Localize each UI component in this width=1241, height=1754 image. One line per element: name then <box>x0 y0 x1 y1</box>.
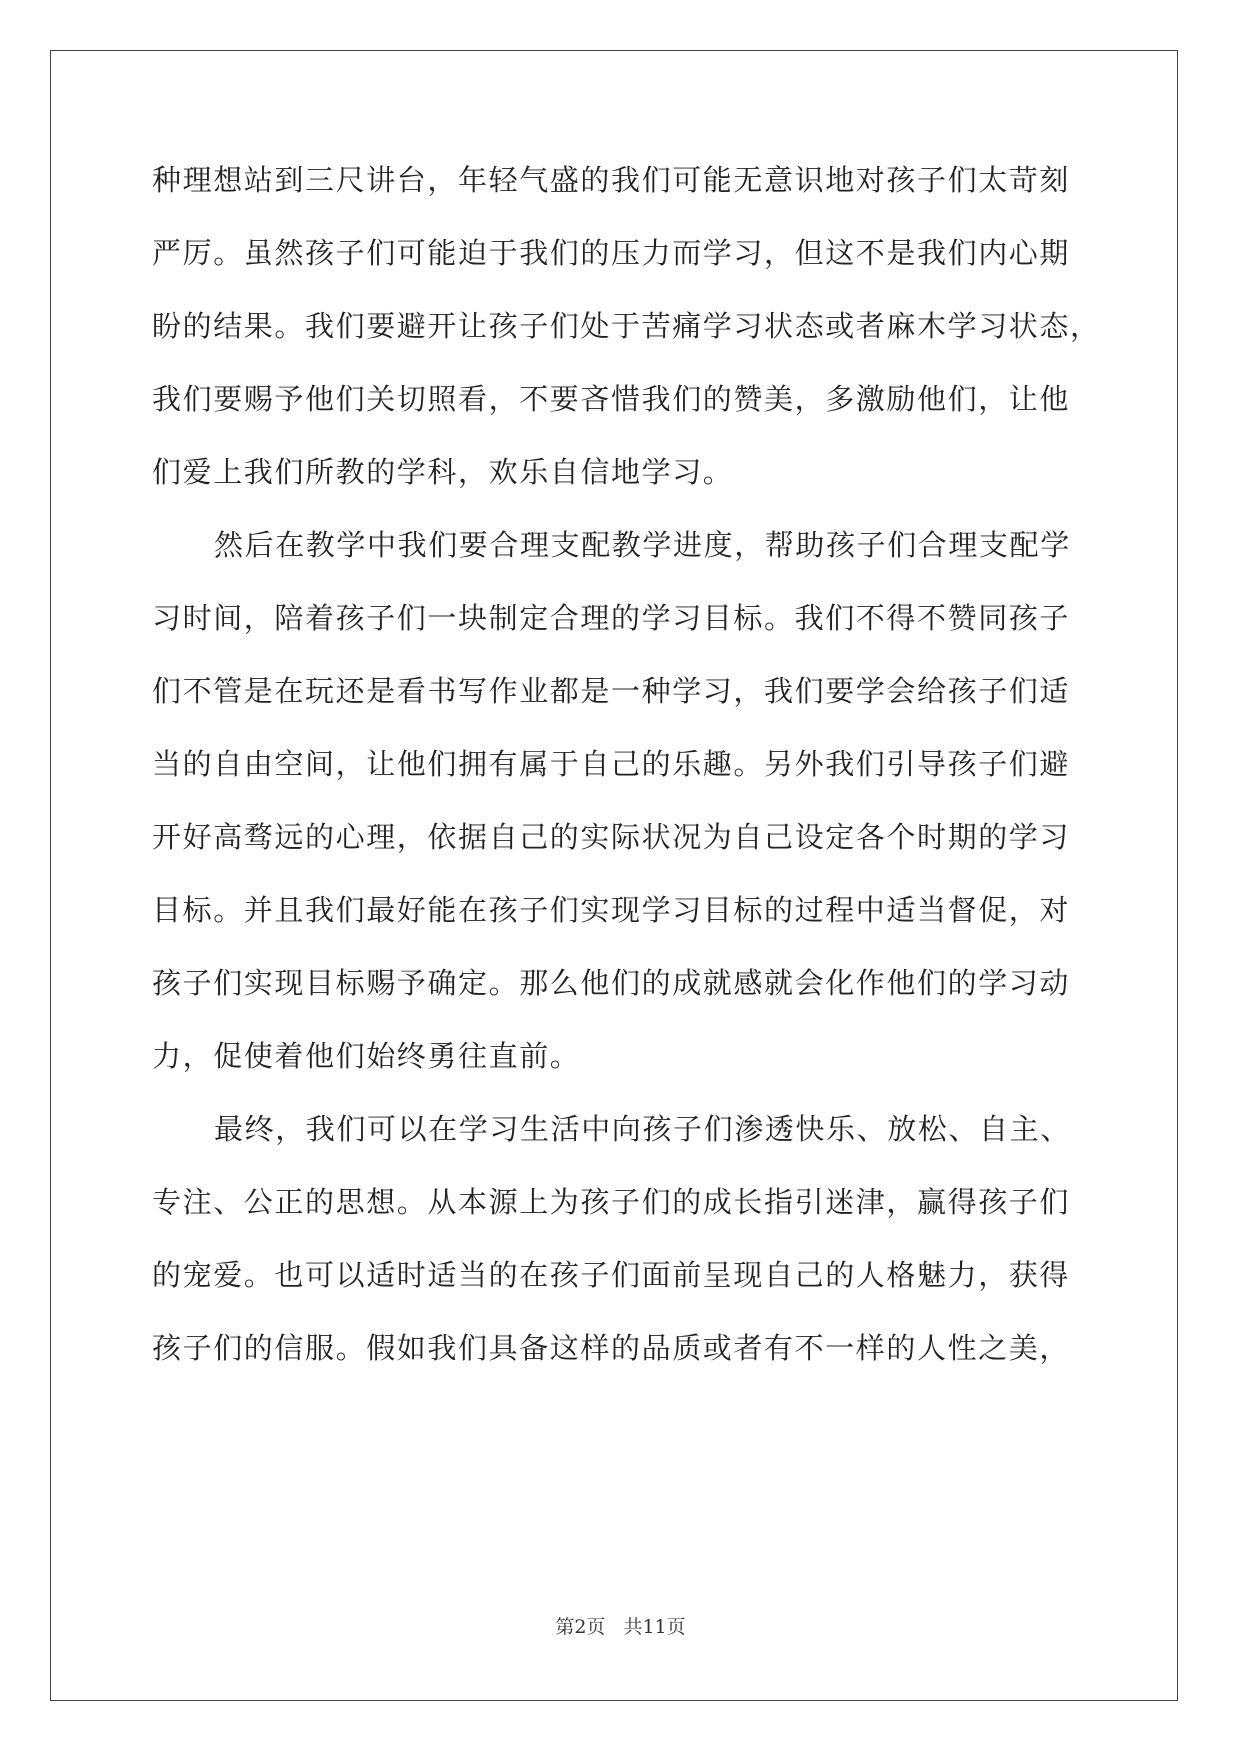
text-line: 当的自由空间，让他们拥有属于自己的乐趣。另外我们引导孩子们避 <box>152 747 1071 781</box>
paragraph-start-line: 然后在教学中我们要合理支配教学进度，帮助孩子们合理支配学 <box>214 528 1071 562</box>
text-line: 我们要赐予他们关切照看，不要吝惜我们的赞美，多激励他们，让他 <box>152 382 1071 416</box>
text-line: 们不管是在玩还是看书写作业都是一种学习，我们要学会给孩子们适 <box>152 674 1071 708</box>
text-line: 习时间，陪着孩子们一块制定合理的学习目标。我们不得不赞同孩子 <box>152 601 1071 635</box>
text-line: 盼的结果。我们要避开让孩子们处于苦痛学习状态或者麻木学习状态， <box>152 309 1101 343</box>
text-line: 种理想站到三尺讲台，年轻气盛的我们可能无意识地对孩子们太苛刻 <box>152 163 1071 197</box>
page-number: 第2页 <box>555 1616 606 1638</box>
page-total: 共11页 <box>623 1616 686 1638</box>
text-line: 目标。并且我们最好能在孩子们实现学习目标的过程中适当督促，对 <box>152 893 1071 927</box>
text-line: 严厉。虽然孩子们可能迫于我们的压力而学习，但这不是我们内心期 <box>152 236 1071 270</box>
page-footer <box>0 1612 1241 1639</box>
text-line: 的宠爱。也可以适时适当的在孩子们面前呈现自己的人格魅力，获得 <box>152 1258 1071 1292</box>
text-line: 孩子们的信服。假如我们具备这样的品质或者有不一样的人性之美， <box>152 1331 1071 1365</box>
text-line: 孩子们实现目标赐予确定。那么他们的成就感就会化作他们的学习动 <box>152 966 1071 1000</box>
text-line: 力，促使着他们始终勇往直前。 <box>152 1039 581 1073</box>
text-line: 专注、公正的思想。从本源上为孩子们的成长指引迷津，赢得孩子们 <box>152 1185 1071 1219</box>
page-border <box>50 50 1178 1701</box>
paragraph-start-line: 最终，我们可以在学习生活中向孩子们渗透快乐、放松、自主、 <box>214 1112 1071 1146</box>
text-line: 们爱上我们所教的学科，欢乐自信地学习。 <box>152 455 734 489</box>
text-line: 开好高骛远的心理，依据自己的实际状况为自己设定各个时期的学习 <box>152 820 1071 854</box>
